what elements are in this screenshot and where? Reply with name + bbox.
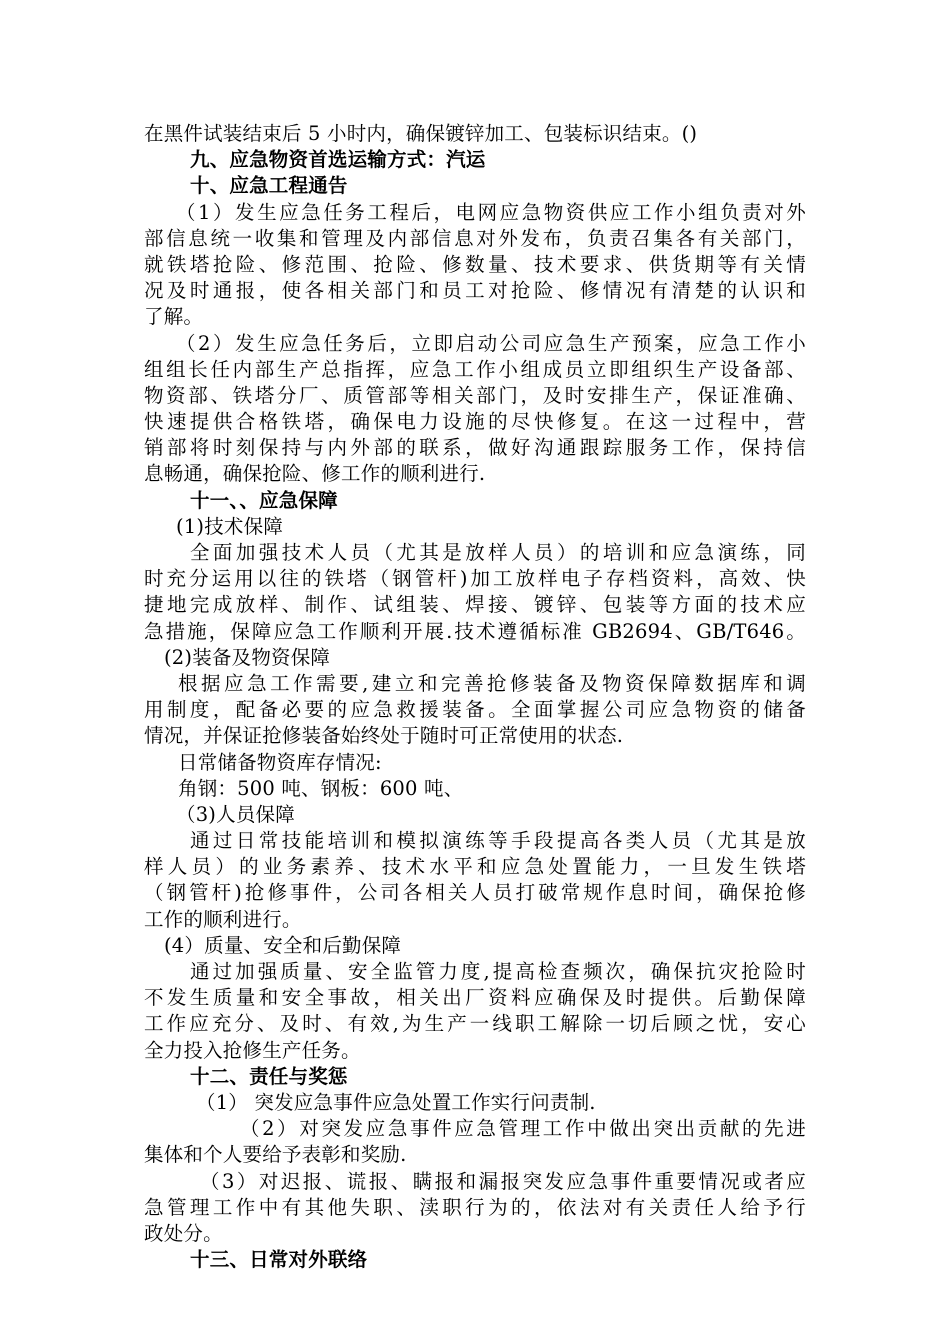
text-line: 角钢：500 吨、钢板：600 吨、 — [178, 776, 464, 800]
text-line: （2）对突发应急事件应急管理工作中做出突出贡献的先进 — [240, 1117, 806, 1141]
text-line: （3)人员保障 — [176, 802, 295, 826]
text-line: 工作的顺利进行。 — [144, 907, 302, 931]
text-line: 就铁塔抢险、修范围、抢险、修数量、技术要求、供货期等有关情 — [144, 252, 806, 276]
text-line: 不发生质量和安全事故，相关出厂资料应确保及时提供。后勤保障 — [144, 986, 806, 1010]
text-line: 政处分。 — [144, 1221, 223, 1245]
text-line: 全力投入抢修生产任务。 — [144, 1038, 361, 1062]
text-line: （1）发生应急任务工程后，电网应急物资供应工作小组负责对外 — [176, 200, 806, 224]
text-line: 集体和个人要给予表彰和奖励. — [144, 1143, 407, 1167]
text-line: 根据应急工作需要,建立和完善抢修装备及物资保障数据库和调 — [178, 671, 806, 695]
text-line: 况及时通报，使各相关部门和员工对抢险、修情况有清楚的认识和 — [144, 279, 806, 303]
text-line: 急管理工作中有其他失职、渎职行为的，依法对有关责任人给予行 — [144, 1195, 806, 1219]
text-line: 销部将时刻保持与内外部的联系，做好沟通跟踪服务工作，保持信 — [144, 436, 806, 460]
section-heading: 十三、日常对外联络 — [190, 1248, 368, 1272]
text-line: 在黑件试装结束后 5 小时内，确保镀锌加工、包装标识结束。() — [144, 122, 698, 145]
text-line: 样人员）的业务素养、技术水平和应急处置能力，一旦发生铁塔 — [144, 855, 806, 879]
section-heading: 十二、责任与奖惩 — [190, 1064, 348, 1088]
text-line: 快速提供合格铁塔，确保电力设施的尽快修复。在这一过程中，营 — [144, 410, 806, 434]
text-line: 组组长任内部生产总指挥，应急工作小组成员立即组织生产设备部、 — [144, 357, 806, 381]
text-line: (2)装备及物资保障 — [164, 645, 331, 669]
text-line: （2）发生应急任务后，立即启动公司应急生产预案，应急工作小 — [176, 331, 806, 355]
text-line: 用制度，配备必要的应急救援装备。全面掌握公司应急物资的储备 — [144, 698, 806, 722]
text-line: （3）对迟报、谎报、瞒报和漏报突发应急事件重要情况或者应 — [200, 1169, 806, 1193]
section-heading: 九、应急物资首选运输方式：汽运 — [190, 148, 486, 172]
text-line: 时充分运用以往的铁塔（钢管杆)加工放样电子存档资料，高效、快 — [144, 567, 806, 591]
text-line: 急措施，保障应急工作顺利开展.技术遵循标准 GB2694、GB/T646。 — [144, 619, 806, 643]
text-line: （钢管杆)抢修事件，公司各相关人员打破常规作息时间，确保抢修 — [144, 881, 806, 905]
text-line: 全面加强技术人员（尤其是放样人员）的培训和应急演练，同 — [190, 541, 806, 564]
text-line: (1)技术保障 — [176, 514, 284, 538]
text-line: 部信息统一收集和管理及内部信息对外发布，负责召集各有关部门， — [144, 226, 806, 250]
text-line: 日常储备物资库存情况: — [178, 750, 382, 774]
text-line: 物资部、铁塔分厂、质管部等相关部门，及时安排生产，保证准确、 — [144, 383, 806, 407]
text-line: 工作应充分、及时、有效,为生产一线职工解除一切后顾之忧，安心 — [144, 1012, 806, 1036]
text-line: 通过加强质量、安全监管力度,提高检查频次，确保抗灾抢险时 — [190, 960, 806, 983]
document-page — [144, 121, 806, 1273]
section-heading: 十一、、应急保障 — [190, 488, 338, 512]
text-line: 息畅通，确保抢险、修工作的顺利进行. — [144, 462, 486, 486]
text-line: 捷地完成放样、制作、试组装、焊接、镀锌、包装等方面的技术应 — [144, 593, 806, 617]
text-line: (4）质量、安全和后勤保障 — [164, 933, 402, 957]
text-line: 了解。 — [144, 305, 204, 329]
text-line: 情况，并保证抢修装备始终处于随时可正常使用的状态. — [144, 724, 624, 748]
text-line: 通过日常技能培训和模拟演练等手段提高各类人员（尤其是放 — [190, 829, 806, 853]
text-line: （1） 突发应急事件应急处置工作实行问责制. — [196, 1090, 596, 1114]
section-heading: 十、应急工程通告 — [190, 174, 348, 198]
